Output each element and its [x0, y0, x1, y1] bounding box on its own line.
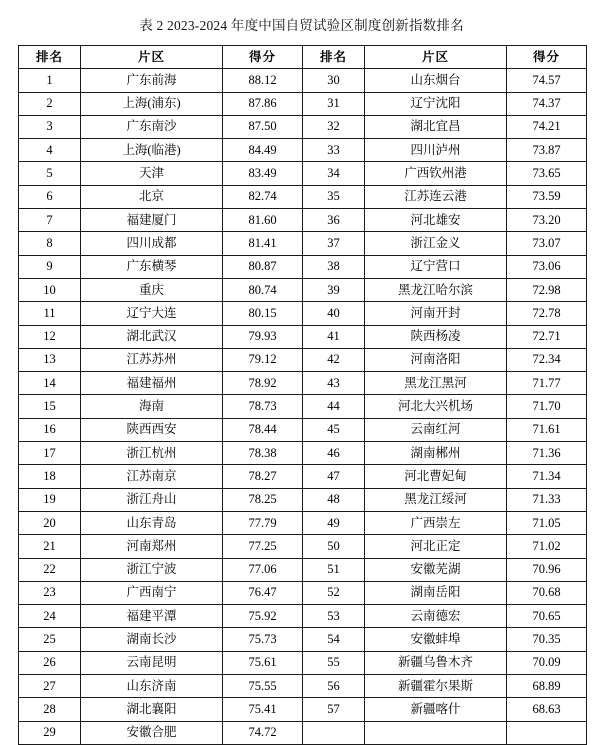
cell-zone-left: 福建福州	[81, 372, 223, 395]
cell-zone-left: 海南	[81, 395, 223, 418]
table-row	[19, 232, 587, 255]
cell-score-right: 70.68	[507, 581, 587, 604]
cell-rank-right: 57	[303, 698, 365, 721]
table-row	[19, 651, 587, 674]
cell-zone-right: 河北曹妃甸	[365, 465, 507, 488]
table-header-row	[19, 46, 587, 69]
cell-score-right: 74.57	[507, 69, 587, 92]
cell-zone-right: 安徽蚌埠	[365, 628, 507, 651]
table-row	[19, 325, 587, 348]
cell-score-left: 77.06	[223, 558, 303, 581]
cell-score-right: 71.36	[507, 442, 587, 465]
cell-zone-left: 山东青岛	[81, 511, 223, 534]
cell-zone-right	[365, 721, 507, 744]
cell-score-right: 68.63	[507, 698, 587, 721]
cell-rank-right: 56	[303, 675, 365, 698]
table-row	[19, 675, 587, 698]
column-header-zone-left: 片区	[81, 46, 223, 69]
cell-rank-left: 12	[19, 325, 81, 348]
cell-zone-right: 四川泸州	[365, 139, 507, 162]
cell-rank-right: 46	[303, 442, 365, 465]
cell-rank-left: 18	[19, 465, 81, 488]
cell-score-left: 81.41	[223, 232, 303, 255]
cell-score-right: 71.05	[507, 511, 587, 534]
table-row	[19, 115, 587, 138]
cell-rank-right: 31	[303, 92, 365, 115]
cell-zone-right: 湖南郴州	[365, 442, 507, 465]
cell-rank-left: 19	[19, 488, 81, 511]
cell-rank-left: 11	[19, 302, 81, 325]
cell-score-right: 72.78	[507, 302, 587, 325]
cell-score-right: 71.70	[507, 395, 587, 418]
column-header-rank-right: 排名	[303, 46, 365, 69]
cell-zone-right: 黑龙江黑河	[365, 372, 507, 395]
cell-rank-right: 47	[303, 465, 365, 488]
cell-zone-left: 辽宁大连	[81, 302, 223, 325]
cell-zone-right: 云南红河	[365, 418, 507, 441]
table-row	[19, 209, 587, 232]
cell-score-left: 75.55	[223, 675, 303, 698]
cell-rank-left: 10	[19, 278, 81, 301]
cell-zone-right: 陕西杨凌	[365, 325, 507, 348]
cell-zone-right: 云南德宏	[365, 605, 507, 628]
table-row	[19, 698, 587, 721]
cell-score-right: 71.61	[507, 418, 587, 441]
cell-score-left: 77.25	[223, 535, 303, 558]
table-row	[19, 395, 587, 418]
table-title: 表 2 2023-2024 年度中国自贸试验区制度创新指数排名	[139, 18, 464, 33]
cell-rank-left: 15	[19, 395, 81, 418]
cell-score-left: 88.12	[223, 69, 303, 92]
cell-score-left: 78.73	[223, 395, 303, 418]
cell-score-left: 82.74	[223, 185, 303, 208]
cell-zone-right: 河北正定	[365, 535, 507, 558]
cell-score-right: 73.59	[507, 185, 587, 208]
table-row	[19, 628, 587, 651]
cell-score-right: 70.09	[507, 651, 587, 674]
cell-rank-left: 28	[19, 698, 81, 721]
table-row	[19, 605, 587, 628]
column-header-zone-right: 片区	[365, 46, 507, 69]
cell-rank-left: 26	[19, 651, 81, 674]
cell-zone-right: 山东烟台	[365, 69, 507, 92]
cell-score-right: 73.20	[507, 209, 587, 232]
cell-zone-left: 湖北武汉	[81, 325, 223, 348]
cell-score-right: 70.35	[507, 628, 587, 651]
cell-rank-right: 39	[303, 278, 365, 301]
cell-rank-right: 40	[303, 302, 365, 325]
cell-rank-right: 37	[303, 232, 365, 255]
cell-rank-left: 20	[19, 511, 81, 534]
table-header	[19, 46, 587, 69]
cell-rank-left: 14	[19, 372, 81, 395]
cell-zone-right: 辽宁沈阳	[365, 92, 507, 115]
table-row	[19, 69, 587, 92]
cell-zone-right: 广西崇左	[365, 511, 507, 534]
cell-rank-right: 44	[303, 395, 365, 418]
cell-rank-left: 13	[19, 348, 81, 371]
table-container	[0, 45, 603, 745]
cell-zone-left: 江苏苏州	[81, 348, 223, 371]
cell-zone-right: 河北大兴机场	[365, 395, 507, 418]
table-row	[19, 162, 587, 185]
cell-score-left: 79.12	[223, 348, 303, 371]
cell-rank-left: 24	[19, 605, 81, 628]
cell-rank-left: 17	[19, 442, 81, 465]
cell-rank-left: 6	[19, 185, 81, 208]
cell-score-right: 68.89	[507, 675, 587, 698]
cell-zone-left: 河南郑州	[81, 535, 223, 558]
cell-score-left: 81.60	[223, 209, 303, 232]
cell-score-right: 73.87	[507, 139, 587, 162]
cell-score-left: 80.74	[223, 278, 303, 301]
column-header-score-right: 得分	[507, 46, 587, 69]
cell-score-left: 78.38	[223, 442, 303, 465]
cell-score-left: 74.72	[223, 721, 303, 744]
cell-zone-right: 河南洛阳	[365, 348, 507, 371]
cell-zone-left: 浙江宁波	[81, 558, 223, 581]
cell-rank-right: 33	[303, 139, 365, 162]
cell-rank-right: 50	[303, 535, 365, 558]
table-row	[19, 278, 587, 301]
cell-score-right: 74.21	[507, 115, 587, 138]
cell-rank-left: 29	[19, 721, 81, 744]
table-row	[19, 255, 587, 278]
cell-score-right: 72.34	[507, 348, 587, 371]
cell-zone-right: 新疆霍尔果斯	[365, 675, 507, 698]
cell-rank-right: 36	[303, 209, 365, 232]
cell-score-left: 75.73	[223, 628, 303, 651]
cell-zone-right: 河北雄安	[365, 209, 507, 232]
cell-score-left: 75.92	[223, 605, 303, 628]
cell-zone-left: 北京	[81, 185, 223, 208]
cell-rank-left: 2	[19, 92, 81, 115]
cell-rank-right: 45	[303, 418, 365, 441]
cell-zone-left: 天津	[81, 162, 223, 185]
cell-rank-right	[303, 721, 365, 744]
table-row	[19, 348, 587, 371]
cell-rank-left: 8	[19, 232, 81, 255]
cell-rank-right: 35	[303, 185, 365, 208]
cell-zone-right: 黑龙江绥河	[365, 488, 507, 511]
cell-zone-left: 上海(临港)	[81, 139, 223, 162]
cell-rank-right: 55	[303, 651, 365, 674]
cell-score-left: 78.27	[223, 465, 303, 488]
table-row	[19, 185, 587, 208]
cell-rank-right: 32	[303, 115, 365, 138]
cell-score-right: 73.65	[507, 162, 587, 185]
table-row	[19, 302, 587, 325]
cell-zone-left: 浙江杭州	[81, 442, 223, 465]
table-row	[19, 535, 587, 558]
cell-zone-left: 安徽合肥	[81, 721, 223, 744]
column-header-score-left: 得分	[223, 46, 303, 69]
cell-score-right	[507, 721, 587, 744]
cell-score-left: 84.49	[223, 139, 303, 162]
cell-rank-right: 43	[303, 372, 365, 395]
cell-rank-right: 49	[303, 511, 365, 534]
cell-rank-left: 4	[19, 139, 81, 162]
cell-zone-left: 广西南宁	[81, 581, 223, 604]
cell-score-left: 80.15	[223, 302, 303, 325]
column-header-rank-left: 排名	[19, 46, 81, 69]
cell-zone-left: 广东横琴	[81, 255, 223, 278]
rank-table	[18, 45, 587, 745]
cell-zone-left: 云南昆明	[81, 651, 223, 674]
table-row	[19, 558, 587, 581]
cell-score-left: 78.44	[223, 418, 303, 441]
cell-score-right: 73.06	[507, 255, 587, 278]
cell-score-right: 74.37	[507, 92, 587, 115]
cell-score-left: 80.87	[223, 255, 303, 278]
cell-zone-right: 辽宁营口	[365, 255, 507, 278]
cell-zone-left: 四川成都	[81, 232, 223, 255]
cell-rank-right: 41	[303, 325, 365, 348]
cell-score-left: 87.86	[223, 92, 303, 115]
cell-zone-left: 上海(浦东)	[81, 92, 223, 115]
cell-rank-left: 21	[19, 535, 81, 558]
cell-zone-left: 江苏南京	[81, 465, 223, 488]
cell-zone-right: 新疆乌鲁木齐	[365, 651, 507, 674]
cell-zone-left: 重庆	[81, 278, 223, 301]
cell-rank-left: 3	[19, 115, 81, 138]
cell-zone-left: 广东前海	[81, 69, 223, 92]
cell-score-right: 73.07	[507, 232, 587, 255]
cell-rank-left: 5	[19, 162, 81, 185]
cell-zone-right: 湖北宜昌	[365, 115, 507, 138]
cell-rank-right: 51	[303, 558, 365, 581]
cell-zone-right: 江苏连云港	[365, 185, 507, 208]
table-row	[19, 372, 587, 395]
cell-rank-right: 48	[303, 488, 365, 511]
cell-score-left: 77.79	[223, 511, 303, 534]
table-row	[19, 139, 587, 162]
cell-score-left: 79.93	[223, 325, 303, 348]
cell-zone-left: 广东南沙	[81, 115, 223, 138]
cell-zone-right: 河南开封	[365, 302, 507, 325]
cell-score-left: 83.49	[223, 162, 303, 185]
cell-score-right: 71.33	[507, 488, 587, 511]
cell-zone-right: 广西钦州港	[365, 162, 507, 185]
cell-score-right: 70.65	[507, 605, 587, 628]
cell-zone-left: 福建平潭	[81, 605, 223, 628]
cell-zone-left: 山东济南	[81, 675, 223, 698]
cell-zone-left: 浙江舟山	[81, 488, 223, 511]
cell-rank-right: 52	[303, 581, 365, 604]
cell-score-right: 71.02	[507, 535, 587, 558]
cell-score-left: 87.50	[223, 115, 303, 138]
cell-score-right: 70.96	[507, 558, 587, 581]
cell-rank-left: 27	[19, 675, 81, 698]
cell-score-left: 78.25	[223, 488, 303, 511]
table-row	[19, 581, 587, 604]
table-row	[19, 92, 587, 115]
cell-rank-right: 30	[303, 69, 365, 92]
cell-score-left: 76.47	[223, 581, 303, 604]
table-row	[19, 442, 587, 465]
table-row	[19, 721, 587, 744]
cell-zone-left: 福建厦门	[81, 209, 223, 232]
cell-rank-left: 22	[19, 558, 81, 581]
cell-zone-left: 湖南长沙	[81, 628, 223, 651]
cell-zone-left: 陕西西安	[81, 418, 223, 441]
cell-score-left: 78.92	[223, 372, 303, 395]
table-body	[19, 69, 587, 745]
cell-rank-right: 42	[303, 348, 365, 371]
cell-rank-left: 25	[19, 628, 81, 651]
cell-score-right: 72.98	[507, 278, 587, 301]
cell-rank-right: 54	[303, 628, 365, 651]
cell-score-right: 71.77	[507, 372, 587, 395]
cell-rank-left: 7	[19, 209, 81, 232]
cell-rank-left: 9	[19, 255, 81, 278]
cell-score-right: 72.71	[507, 325, 587, 348]
table-row	[19, 488, 587, 511]
cell-rank-right: 38	[303, 255, 365, 278]
cell-score-right: 71.34	[507, 465, 587, 488]
cell-rank-right: 34	[303, 162, 365, 185]
cell-zone-right: 黑龙江哈尔滨	[365, 278, 507, 301]
cell-rank-left: 16	[19, 418, 81, 441]
cell-zone-right: 浙江金义	[365, 232, 507, 255]
table-row	[19, 418, 587, 441]
cell-zone-right: 安徽芜湖	[365, 558, 507, 581]
cell-zone-right: 新疆喀什	[365, 698, 507, 721]
cell-rank-right: 53	[303, 605, 365, 628]
cell-zone-right: 湖南岳阳	[365, 581, 507, 604]
cell-rank-left: 23	[19, 581, 81, 604]
cell-zone-left: 湖北襄阳	[81, 698, 223, 721]
cell-score-left: 75.41	[223, 698, 303, 721]
table-row	[19, 465, 587, 488]
cell-rank-left: 1	[19, 69, 81, 92]
table-row	[19, 511, 587, 534]
cell-score-left: 75.61	[223, 651, 303, 674]
